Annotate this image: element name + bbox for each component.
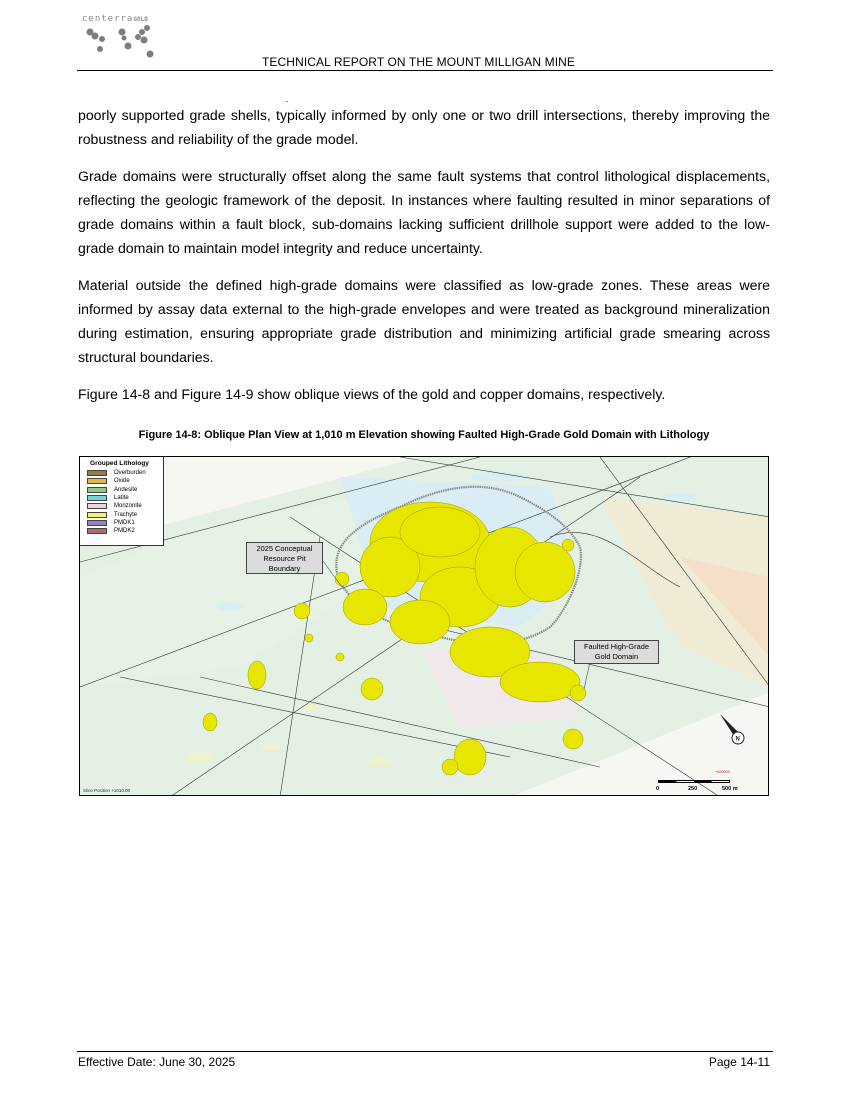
footer-divider <box>77 1051 773 1052</box>
figure-map <box>79 456 769 796</box>
callout-line: Gold Domain <box>594 652 639 661</box>
map-legend <box>80 457 164 546</box>
callout-line: Faulted High-Grade <box>584 642 649 651</box>
legend-swatch <box>87 528 107 534</box>
paragraph: Figure 14-8 and Figure 14-9 show oblique views of the gold and copper domains, respectively. <box>78 386 666 402</box>
callout-line: Boundary <box>268 564 301 573</box>
legend-label: PMDK2 <box>114 528 135 535</box>
figure-caption: Figure 14-8: Oblique Plan View at 1,010 m Elevation showing Faulted High-Grade Gold Domain with Lithology <box>138 429 710 441</box>
grid-coordinate-label: +620000 <box>715 770 730 774</box>
legend-swatch <box>87 512 107 518</box>
legend-label: Andesite <box>114 486 138 493</box>
callout-line: 2025 Conceptual <box>256 544 313 553</box>
map-graphic <box>80 457 769 796</box>
legend-item <box>87 510 163 518</box>
legend-item <box>87 527 163 535</box>
legend-item <box>87 477 163 485</box>
svg-text:N: N <box>735 736 740 743</box>
scale-label: 250 <box>688 786 698 792</box>
scale-label: 0 <box>656 786 660 792</box>
logo-wordmark: centerra <box>82 14 134 24</box>
effective-date: Effective Date: June 30, 2025 <box>78 1055 236 1069</box>
legend-label: PMDK1 <box>114 519 135 526</box>
callout-line: Resource Pit <box>263 554 306 563</box>
legend-swatch <box>87 520 107 526</box>
north-arrow-icon <box>718 712 748 748</box>
legend-item <box>87 486 163 494</box>
legend-swatch <box>87 495 107 501</box>
scale-bar-graphic <box>658 780 730 783</box>
report-title: TECHNICAL REPORT ON THE MOUNT MILLIGAN MINE <box>262 55 576 69</box>
fault-domain-callout <box>574 640 659 664</box>
logo-dots-icon <box>82 14 172 62</box>
legend-label: Overburden <box>114 470 146 477</box>
page-number: Page 14-11 <box>708 1055 770 1069</box>
legend-item <box>87 469 163 477</box>
header-divider <box>77 70 773 71</box>
legend-item <box>87 494 163 502</box>
legend-item <box>87 519 163 527</box>
legend-label: Monzonite <box>114 503 142 510</box>
paragraph: poorly supported grade shells, typically informed by only one or two drill intersections, thereby improving the robustness and reliability of the grade model. <box>78 107 770 147</box>
legend-item <box>87 502 163 510</box>
scale-bar <box>654 777 744 793</box>
stray-mark <box>286 101 288 102</box>
legend-title: Grouped Lithology <box>90 460 149 467</box>
paragraph: Material outside the defined high-grade domains were classified as low-grade zones. These areas were informed by assay data external to the high-grade envelopes and were treated as background mineralization during estimation, ensuring appropriate grade distribution and minimizing artificial grade smearing across structural boundaries. <box>78 277 770 365</box>
legend-label: Oxide <box>114 478 130 485</box>
body-text <box>78 103 770 419</box>
company-logo <box>82 14 172 62</box>
legend-swatch <box>87 503 107 509</box>
pit-boundary-callout <box>246 542 323 574</box>
legend-label: Trachyte <box>114 511 138 518</box>
legend-swatch <box>87 470 107 476</box>
logo-wordmark-small: GOLD <box>133 16 148 23</box>
legend-label: Latite <box>114 495 129 502</box>
paragraph: Grade domains were structurally offset along the same fault systems that control lithological displacements, reflecting the geologic framework of the deposit. In instances where faulting resulted in minor separations of grade domains within a fault block, sub-domains lacking sufficient drillhole support were added to the low-grade domain to maintain model integrity and reduce uncertainty. <box>78 168 770 256</box>
legend-swatch <box>87 478 107 484</box>
scale-label: 500 m <box>722 786 738 792</box>
slice-position-label: Slice Position +1010.00 <box>83 788 131 793</box>
legend-swatch <box>87 487 107 493</box>
